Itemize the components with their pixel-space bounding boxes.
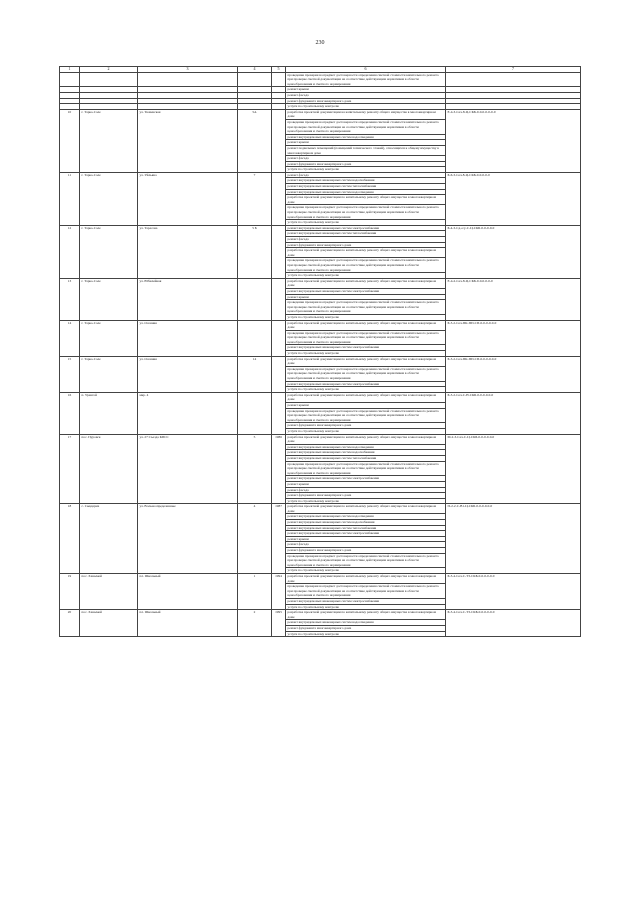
row-number-cell: 18 [60,504,80,574]
code-cell: Б-3-2-Сеч-ПК-ПП-СП-0-0-0-0-0-0 [446,320,581,356]
column-header: 4 [238,67,272,73]
house-cell: 14 [238,356,272,392]
house-cell [238,320,272,356]
street-cell: ул. Тарасова [138,225,238,278]
work-type-cell: ремонт внутридомовых инженерных систем теплоснабжения [286,525,446,531]
work-type-cell: услуги по строительному контролю [286,220,446,226]
work-type-cell: разработка проектной документации по капитальному ремонту общего имущества в многоквартирном доме [286,392,446,402]
work-type-cell: проведение проверки на предмет достоверности определения сметной стоимости капитального ремонта при проверке сметной документации на соответствие действующим нормативам в области ценообразования и сметного нормирования [286,584,446,599]
work-type-cell: разработка проектной документации по капитальному ремонту общего имущества в многоквартирном доме [286,574,446,584]
work-type-cell: ремонт крыши [286,140,446,146]
street-cell: ул. Осенняя [138,356,238,392]
work-type-cell: проведение проверки на предмет достоверности определения сметной стоимости капитального ремонта при проверке сметной документации на соответствие действующим нормативам в области ценообразования и сметного нормирования [286,205,446,220]
work-type-cell: услуги по строительному контролю [286,273,446,279]
work-type-cell: ремонт внутридомовых инженерных систем электроснабжения [286,598,446,604]
work-type-cell: ремонт фасада [286,92,446,98]
year-cell [272,172,286,225]
year-cell: 1987 [272,504,286,574]
work-type-cell: проведение проверки на предмет достоверности определения сметной стоимости капитального ремонта при проверке сметной документации на соответствие действующим нормативам в области ценообразования и сметного нормирования [286,330,446,345]
work-type-cell: ремонт внутридомовых инженерных систем водоотведения [286,620,446,626]
work-type-cell: разработка проектной документации на капитальному ремонту общего имущества в многоквартирном доме [286,109,446,119]
work-type-cell: ремонт фасада [286,172,446,178]
work-type-cell: ремонт фасада [286,156,446,162]
table-row [60,434,581,444]
settlement-cell: пос. Ханымей [80,574,138,610]
work-type-cell: услуги по строительному контролю [286,498,446,504]
code-cell: Б-3-2-Сеч-С-Н-СКБ-0-0-0-0-0-0 [446,392,581,434]
column-header: 1 [60,67,80,73]
settlement-cell: г. Тарко-Сале [80,320,138,356]
work-type-cell: ремонт внутридомовых инженерных систем электроснабжения [286,225,446,231]
code-cell: Е-4-3-Сеч-8-Ц-СКБ-0-0-0-0-0-0-0 [446,109,581,172]
row-number-cell: 12 [60,225,80,278]
table-row [60,504,581,514]
table-row [60,225,581,231]
work-type-cell: ремонт внутридомовых инженерных систем водоотведения [286,444,446,450]
row-number-cell: 17 [60,434,80,504]
work-type-cell: разработка проектной документации по капитальному ремонту общего имущества в многоквартирном доме [286,434,446,444]
table-row [60,574,581,584]
code-cell: Б-3-4-Сеч-С-ТЗ-СКБ-0-0-0-0-0-0 [446,610,581,637]
work-type-cell: ремонт внутридомовых инженерных систем электроснабжения [286,288,446,294]
work-type-cell: ремонт внутридомовых инженерных систем водоотведения [286,514,446,520]
year-cell: 1995 [272,610,286,637]
street-cell: ул. Юбилейная [138,278,238,320]
house-cell: 2 [238,610,272,637]
work-type-cell: ремонт фундамента многоквартирного дома [286,242,446,248]
work-type-cell: ремонт внутридомовых инженерных систем электроснабжения [286,476,446,482]
work-type-cell: ремонт фундамента многоквартирного дома [286,493,446,499]
column-header: 5 [272,67,286,73]
work-type-cell: разработка проектной документации по капитальному ремонту общего имущества в многоквартирном доме [286,356,446,366]
work-type-cell: проведение проверки на предмет достоверности определения сметной стоимости капитального ремонта при проверке сметной документации на соответствие действующим нормативам в области ценообразования и сметного нормирования [286,119,446,134]
empty-cell [60,72,80,87]
work-type-cell: разработка проектной документации по капитальному ремонту общего имущества в многоквартирном доме [286,248,446,258]
settlement-cell: г. Тарко-Сале [80,109,138,172]
work-type-cell: ремонт внутридомовых инженерных систем теплоснабжения [286,231,446,237]
work-type-cell: ремонт внутридомовых инженерных систем теплоснабжения [286,184,446,190]
work-type-cell: разработка проектной документации по капитальному ремонту общего имущества в многоквартирном доме [286,278,446,288]
empty-cell [80,72,138,87]
year-cell [272,278,286,320]
work-type-cell: ремонт внутридомовых инженерных систем электроснабжения [286,531,446,537]
table-row [60,356,581,366]
street-cell: ул. Тюменская [138,109,238,172]
row-number-cell: 10 [60,109,80,172]
settlement-cell: пос. Пуровск [80,434,138,504]
work-type-cell: разработка проектной документации по капитальному ремонту общего имущества в многоквартирном доме [286,195,446,205]
settlement-cell: г. Тарко-Сале [80,356,138,392]
house-cell: 1 [238,574,272,610]
table-row [60,392,581,402]
year-cell [272,356,286,392]
house-cell: 5А [238,109,272,172]
row-number-cell: 11 [60,172,80,225]
work-type-cell: разработка проектной документации по капитальному ремонту общего имущества в многоквартирном доме [286,504,446,514]
work-type-cell: ремонт внутридомовых инженерных систем водоотведения [286,189,446,195]
work-type-cell: услуги по строительному контролю [286,167,446,173]
work-type-cell: ремонт внутридомовых инженерных систем водоотведения [286,134,446,140]
work-type-cell: проведение проверки на предмет достоверности определения сметной стоимости капитального ремонта при проверке сметной документации на соответствие действующим нормативам в области ценообразования и сметного нормирования [286,258,446,273]
work-type-cell: ремонт крыши [286,403,446,409]
work-type-cell: проведение проверки на предмет достоверности определения сметной стоимости капитального ремонта при проверке сметной документации на соответствие действующим нормативам в области ценообразования и сметного нормирования [286,300,446,315]
work-type-cell: услуги по строительному контролю [286,428,446,434]
work-type-cell: ремонт фасада [286,542,446,548]
work-type-cell: ремонт фундамента многоквартирного дома [286,548,446,554]
code-cell: П-2-2-С-В1-Ц-СКБ-0-0-0-0-0-0 [446,504,581,574]
year-cell [272,392,286,434]
row-number-cell: 14 [60,320,80,356]
row-number-cell: 20 [60,610,80,637]
street-cell: ул. Уйльяна [138,172,238,225]
empty-cell [446,72,581,87]
work-type-cell: проведение проверки на предмет достоверности определения сметной стоимости капитального ремонта при проверке сметной документации на соответствие действующим нормативам в области ценообразования и сметного нормирования [286,461,446,476]
table-row [60,610,581,620]
work-type-cell: проведение проверки на предмет достоверности определения сметной стоимости капитального ремонта при проверке сметной документации на соответствие действующим нормативам в области ценообразования и сметного нормирования [286,408,446,423]
empty-cell [138,72,238,87]
work-type-cell: ремонт фундамента многоквартирного дома [286,98,446,104]
empty-cell [272,72,286,87]
column-header: 3 [138,67,238,73]
column-header: 7 [446,67,581,73]
house-cell [238,392,272,434]
street-cell: пл. Школьный [138,574,238,610]
work-type-cell: ремонт внутридомовых инженерных систем водоснабжения [286,520,446,526]
column-header: 6 [286,67,446,73]
settlement-cell: с. Сывдарма [80,504,138,574]
work-type-cell: ремонт крыши [286,536,446,542]
table-row [60,320,581,330]
work-type-cell: ремонт внутридомовых инженерных систем водоснабжения [286,178,446,184]
column-header: 2 [80,67,138,73]
settlement-cell: пос. Ханымей [80,610,138,637]
repair-register-table [59,66,581,637]
row-number-cell: 19 [60,574,80,610]
house-cell: 7 [238,172,272,225]
page-number: 230 [315,40,325,46]
work-type-cell: разработка проектной документации по капитальному ремонту общего имущества в многоквартирном доме [286,320,446,330]
work-type-cell: ремонт подвальных помещений (помещений технического этажей), относящихся к общему имуществу в многоквартирном доме [286,145,446,155]
empty-cell [238,72,272,87]
settlement-cell: г. Тарко-Сале [80,172,138,225]
work-type-cell: ремонт фундамента многоквартирного дома [286,423,446,429]
work-type-cell: ремонт фасада [286,237,446,243]
work-type-cell: услуги по строительному контролю [286,387,446,393]
work-type-cell: услуги по строительному контролю [286,104,446,110]
street-cell: ул. Вольноопределенные [138,504,238,574]
work-type-cell: проведение проверки на предмет достоверности определения сметной стоимости капитального ремонта при проверке сметной документации на соответствие действующим нормативам в области ценообразования и сметного нормирования [286,72,446,87]
work-type-cell: услуги по строительному контролю [286,568,446,574]
work-type-cell: ремонт внутридомовых инженерных систем электроснабжения [286,381,446,387]
work-type-cell: услуги по строительному контролю [286,604,446,610]
work-type-cell: проведение проверки на предмет достоверности определения сметной стоимости капитального ремонта при проверке сметной документации на соответствие действующим нормативам в области ценообразования и сметного нормирования [286,366,446,381]
street-cell: мкр. 4 [138,392,238,434]
code-cell: Б-3-2-Сеч-ПК-ПП-СП-0-0-0-0-0-0 [446,356,581,392]
settlement-cell: г. Тарко-Сале [80,225,138,278]
code-cell: Б-3-4-Сеч-С-ТЗ-СКБ-0-0-0-0-0-0 [446,574,581,610]
work-type-cell: ремонт внутридомовых инженерных систем водоснабжения [286,450,446,456]
year-cell [272,109,286,172]
row-number-cell: 16 [60,392,80,434]
settlement-cell: п. Уренгой [80,392,138,434]
house-cell: 4 [238,504,272,574]
work-type-cell: ремонт крыши [286,87,446,93]
house-cell [238,278,272,320]
work-type-cell: ремонт крыши [286,294,446,300]
street-cell: ул. Осенняя [138,320,238,356]
work-type-cell: ремонт крыши [286,481,446,487]
code-cell: Б-4-3-Сд-о/у-С-Ц-СКБ-0-0-0-0-0 [446,225,581,278]
year-cell [272,225,286,278]
work-type-cell: услуги по строительному контролю [286,351,446,357]
table-row [60,278,581,288]
code-cell: М-2-3-Сеч-С-Ц-СКБ-0-0-0-0-0-0 [446,434,581,504]
code-cell: Е-4-2-Сеч-8-Ц-СКБ-0-0-0-0-0-0 [446,278,581,320]
work-type-cell: ремонт фундамента многоквартирного дома [286,161,446,167]
settlement-cell: г. Тарко-Сале [80,278,138,320]
work-type-cell: ремонт фундамента многоквартирного дома [286,625,446,631]
work-type-cell: ремонт внутридомовых инженерных систем теплоснабжения [286,455,446,461]
work-type-cell: услуги по строительному контролю [286,314,446,320]
year-cell: 1986 [272,434,286,504]
code-cell: Б-6-3-Сеч-8-Ц-СКБ-0-0-0-0-0 [446,172,581,225]
work-type-cell: услуги по строительному контролю [286,631,446,637]
street-cell: ул. 27 Съезда КПСС [138,434,238,504]
work-type-cell: разработка проектной документации по капитальному ремонту общего имущества в многоквартирном доме [286,610,446,620]
street-cell: пл. Школьный [138,610,238,637]
work-type-cell: проведение проверки на предмет достоверности определения сметной стоимости капитального ремонта при проверке сметной документации на соответствие действующим нормативам в области ценообразования и сметного нормирования [286,553,446,568]
year-cell: 1994 [272,574,286,610]
house-cell: 5 Б [238,225,272,278]
row-number-cell: 15 [60,356,80,392]
table-row [60,109,581,119]
house-cell: 5 [238,434,272,504]
work-type-cell: ремонт внутридомовых инженерных систем электроснабжения [286,345,446,351]
work-type-cell: ремонт фасада [286,487,446,493]
year-cell [272,320,286,356]
row-number-cell: 13 [60,278,80,320]
table-row [60,72,581,87]
